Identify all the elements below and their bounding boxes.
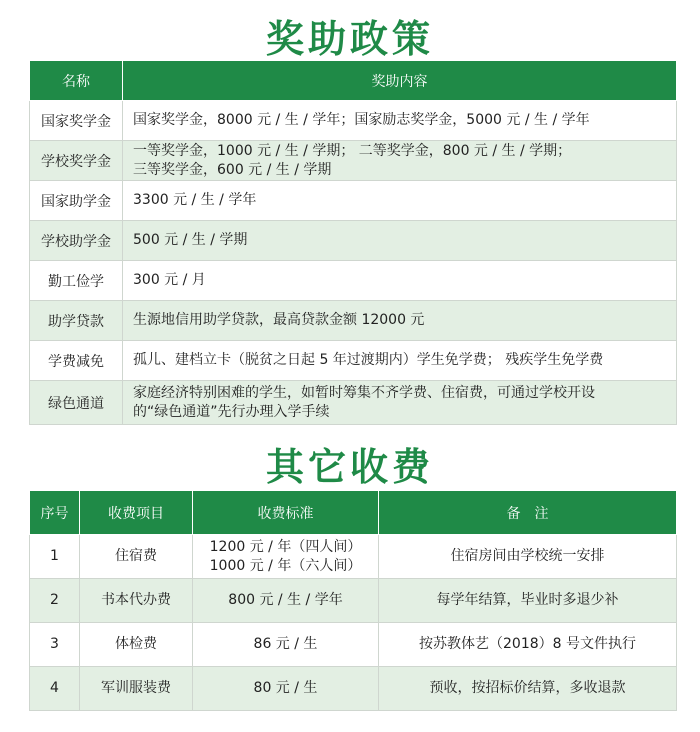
awards-row — [30, 101, 677, 141]
fees-table — [29, 490, 677, 711]
awards-row-content — [123, 301, 677, 341]
awards-row — [30, 181, 677, 221]
fees-row — [30, 579, 677, 623]
awards-row-content — [123, 261, 677, 301]
awards-row-content — [123, 181, 677, 221]
fees-row — [30, 623, 677, 667]
awards-row-content — [123, 141, 677, 181]
awards-header-row — [30, 61, 677, 101]
fees-standard-line: 86 元 / 生 — [253, 636, 318, 652]
fees-row-standard — [193, 535, 379, 579]
fees-header-note: 备 注 — [379, 491, 677, 535]
awards-content-line: 国家奖学金，8000 元 / 生 / 学年；国家励志奖学金，5000 元 / 生 / 学年 — [133, 112, 590, 128]
awards-row-name: 勤工俭学 — [30, 261, 123, 301]
fees-row — [30, 535, 677, 579]
fees-row-no: 1 — [30, 535, 80, 579]
fees-row — [30, 667, 677, 711]
awards-row — [30, 381, 677, 425]
fees-row-note: 住宿房间由学校统一安排 — [379, 535, 677, 579]
fees-row-item: 军训服装费 — [80, 667, 193, 711]
awards-row — [30, 341, 677, 381]
awards-content-line: 300 元 / 月 — [133, 272, 206, 288]
awards-row-name: 国家奖学金 — [30, 101, 123, 141]
fees-row-item: 书本代办费 — [80, 579, 193, 623]
fees-row-no: 3 — [30, 623, 80, 667]
fees-row-standard — [193, 623, 379, 667]
fees-header-standard: 收费标准 — [193, 491, 379, 535]
awards-row-content — [123, 341, 677, 381]
awards-content-line: 500 元 / 生 / 学期 — [133, 232, 248, 248]
awards-row — [30, 301, 677, 341]
awards-row — [30, 221, 677, 261]
awards-row-name: 学费减免 — [30, 341, 123, 381]
awards-row — [30, 261, 677, 301]
awards-row-name: 助学贷款 — [30, 301, 123, 341]
awards-row-name: 学校奖学金 — [30, 141, 123, 181]
fees-standard-line: 800 元 / 生 / 学年 — [228, 592, 343, 608]
awards-header-content: 奖助内容 — [123, 61, 677, 101]
awards-header-name: 名称 — [30, 61, 123, 101]
fees-row-no: 4 — [30, 667, 80, 711]
fees-row-item: 体检费 — [80, 623, 193, 667]
awards-row-name: 学校助学金 — [30, 221, 123, 261]
fees-row-no: 2 — [30, 579, 80, 623]
fees-row-note: 按苏教体艺（2018）8 号文件执行 — [379, 623, 677, 667]
fees-row-note: 每学年结算，毕业时多退少补 — [379, 579, 677, 623]
awards-content-line: 家庭经济特别困难的学生，如暂时筹集不齐学费、住宿费，可通过学校开设 — [133, 384, 595, 401]
fees-header-row — [30, 491, 677, 535]
fees-title: 其它收费 — [265, 445, 434, 489]
awards-content-line: 3300 元 / 生 / 学年 — [133, 192, 257, 208]
fees-row-note: 预收，按招标价结算，多收退款 — [379, 667, 677, 711]
fees-row-item: 住宿费 — [80, 535, 193, 579]
awards-row — [30, 141, 677, 181]
awards-row-content — [123, 221, 677, 261]
fees-standard-line: 1200 元 / 年（四人间） — [209, 538, 362, 555]
fees-row-standard — [193, 667, 379, 711]
awards-row-name: 国家助学金 — [30, 181, 123, 221]
fees-header-no: 序号 — [30, 491, 80, 535]
awards-content-line: 孤儿、建档立卡（脱贫之日起 5 年过渡期内）学生免学费； 残疾学生免学费 — [133, 352, 604, 368]
fees-header-item: 收费项目 — [80, 491, 193, 535]
awards-content-line: 生源地信用助学贷款，最高贷款金额 12000 元 — [133, 312, 425, 328]
awards-content-line: 三等奖学金，600 元 / 生 / 学期 — [133, 161, 332, 178]
awards-content-line: 的“绿色通道”先行办理入学手续 — [133, 403, 330, 420]
awards-row-name: 绿色通道 — [30, 381, 123, 425]
awards-table — [29, 60, 677, 425]
fees-standard-line: 1000 元 / 年（六人间） — [209, 557, 362, 574]
fees-row-standard — [193, 579, 379, 623]
awards-row-content — [123, 101, 677, 141]
awards-row-content — [123, 381, 677, 425]
fees-standard-line: 80 元 / 生 — [253, 680, 318, 696]
awards-title: 奖助政策 — [265, 17, 434, 61]
awards-content-line: 一等奖学金，1000 元 / 生 / 学期； 二等奖学金，800 元 / 生 / 学期； — [133, 142, 572, 159]
